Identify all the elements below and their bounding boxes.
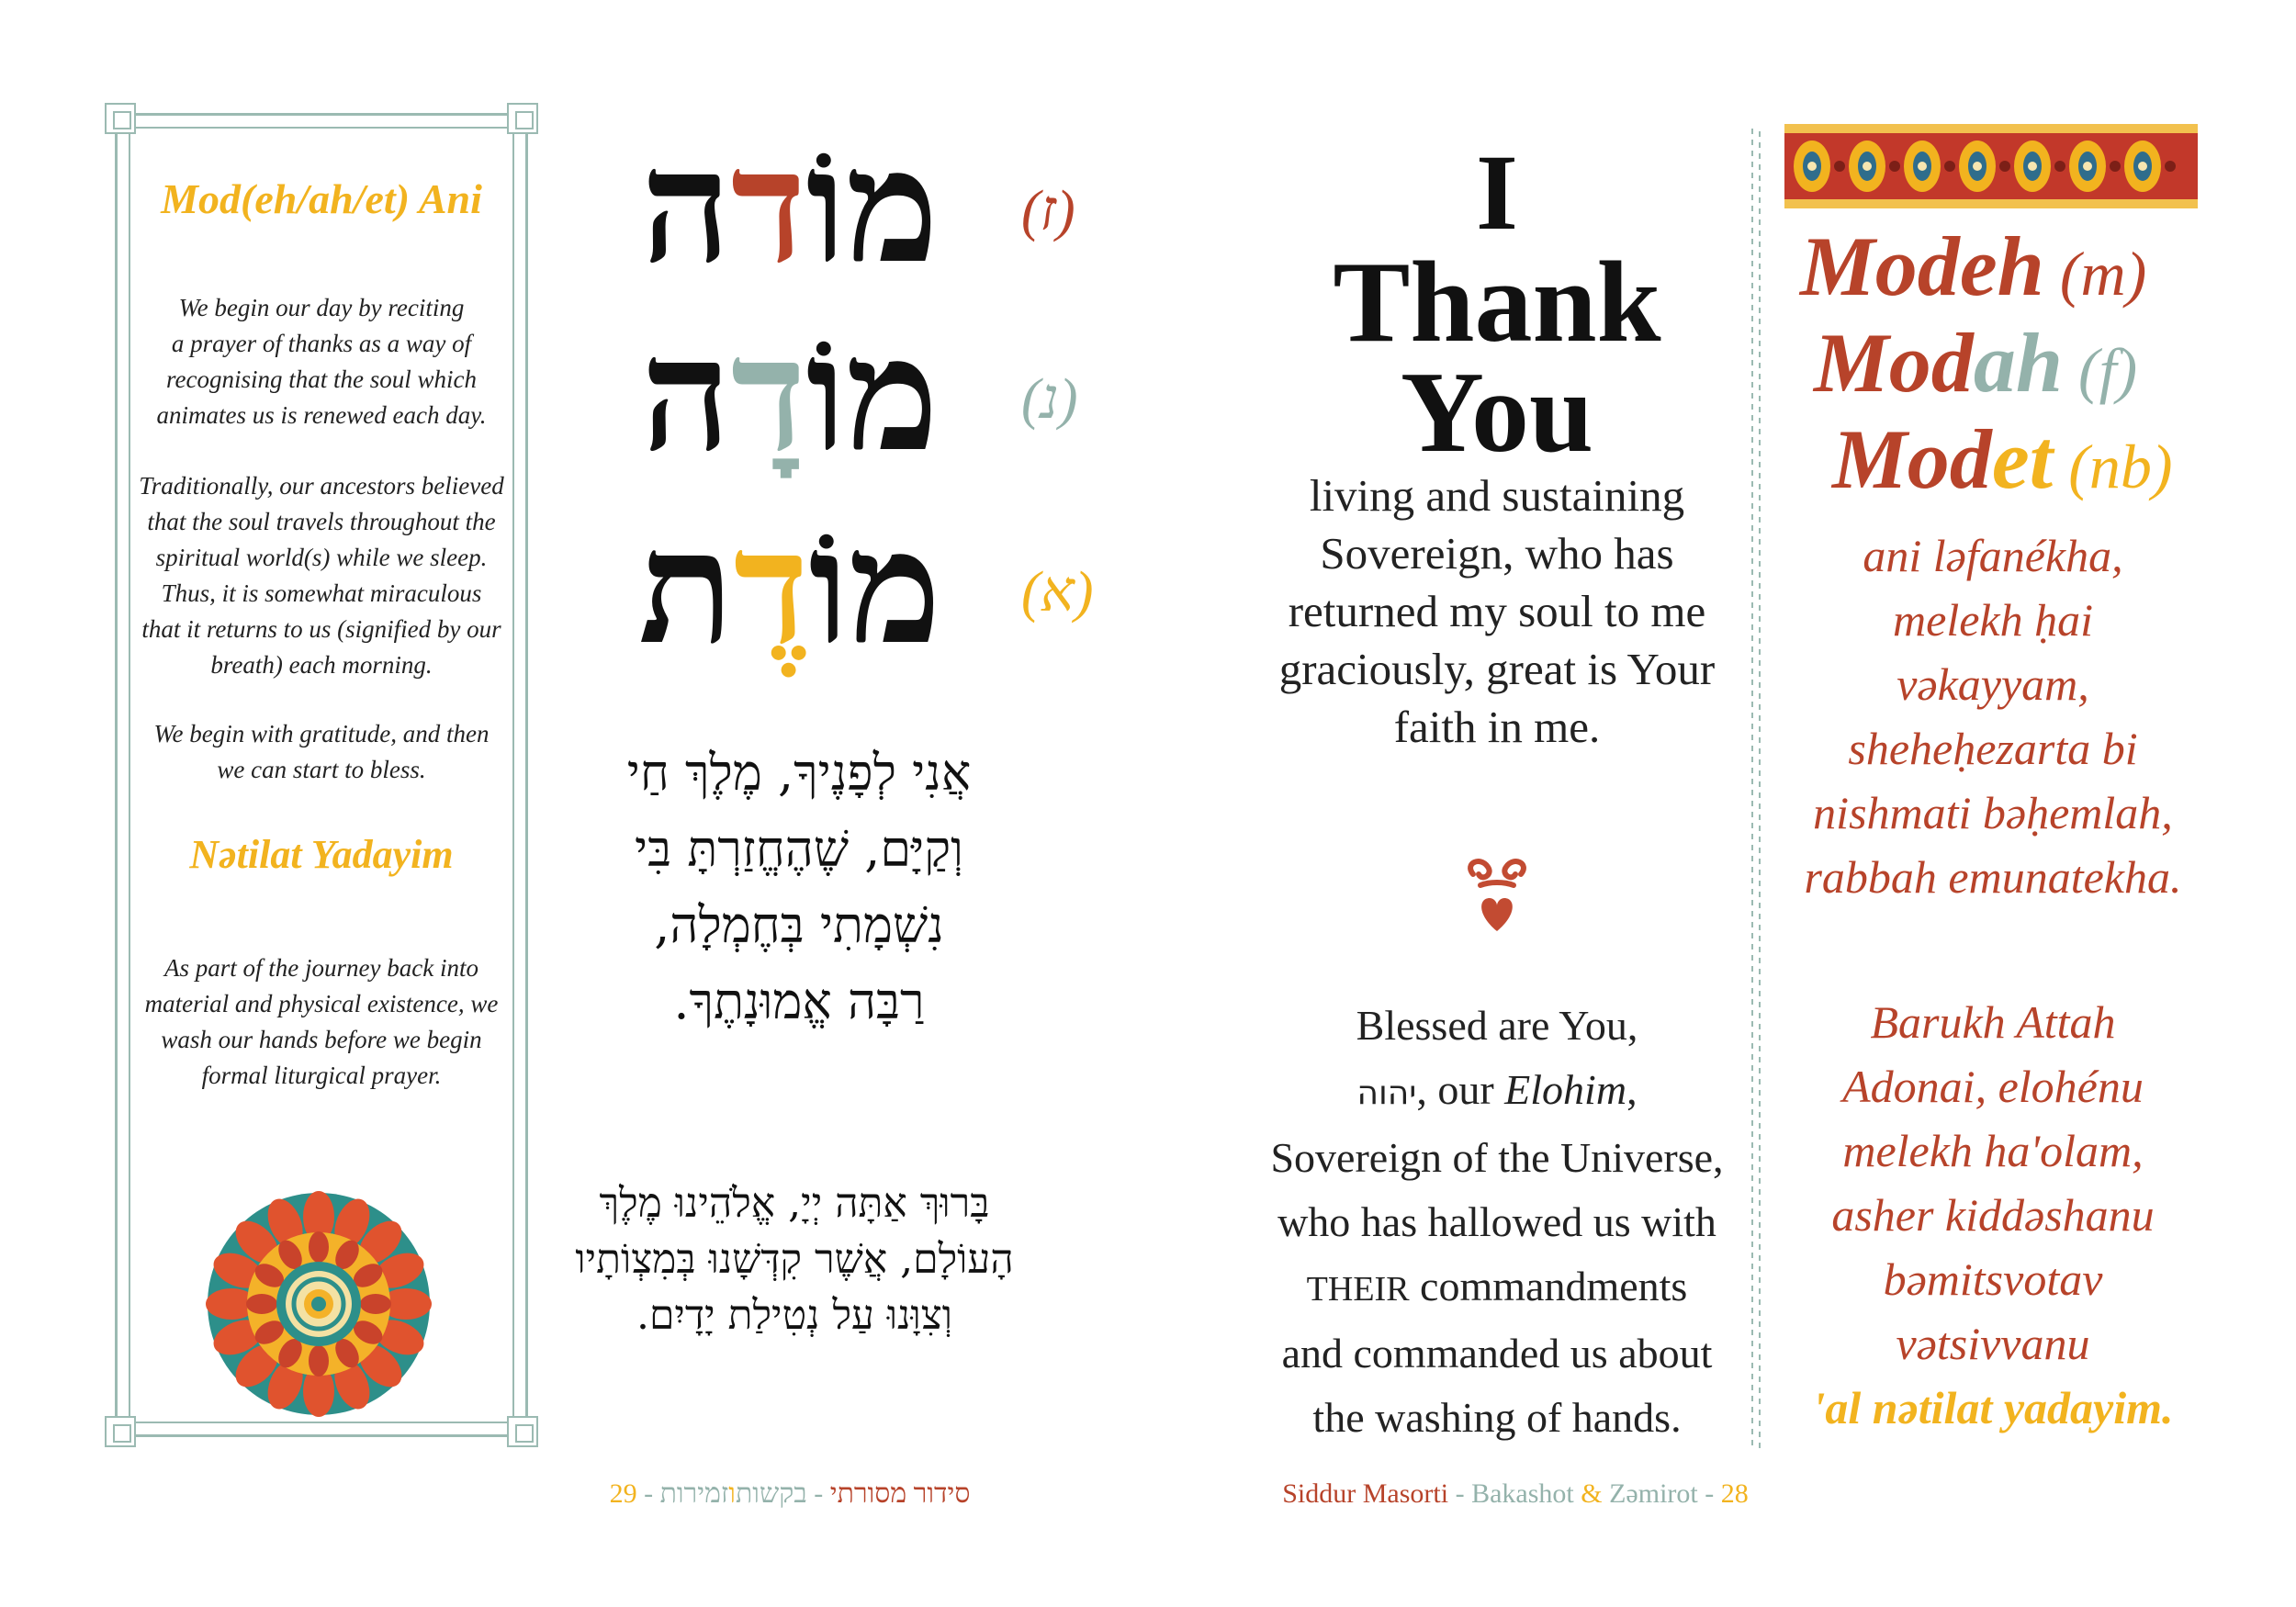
- panel-paragraph-4: As part of the journey back into material and physical existence, we wash our hands before we begin formal liturgical prayer.: [144, 954, 499, 1089]
- frame-corner-top-left: [105, 103, 136, 134]
- panel-title-netilat-yadayim: Nətilat Yadayim: [189, 832, 454, 877]
- english-blessing: [1244, 994, 1750, 1450]
- gender-label-nonbinary: (א): [1021, 561, 1094, 624]
- heading-i: I: [1476, 132, 1518, 253]
- decorative-pattern-banner: [1784, 124, 2198, 208]
- translit-blessing-last-line: 'al nətilat yadayim.: [1812, 1382, 2174, 1433]
- panel-paragraph-1: We begin our day by reciting a prayer of thanks as a way of recognising that the soul which animates us is renewed each day.: [156, 294, 487, 429]
- blessing-line-2: יהוה, our Elohim,: [1356, 1066, 1638, 1113]
- frame-corner-bottom-left: [105, 1416, 136, 1447]
- hebrew-modeh: מוֹדה: [641, 115, 939, 298]
- footer-english: Siddur Masorti - Bakashot & Zəmirot - 28: [1282, 1478, 1749, 1509]
- frame-corner-top-right: [507, 103, 538, 134]
- panel-title-modeh-ani: Mod(eh/ah/et) Ani: [161, 175, 482, 222]
- footer-hebrew: סידור מסורתי - בקשותוזמירות - 29: [609, 1478, 971, 1509]
- blessing-line-4: who has hallowed us with: [1277, 1198, 1716, 1245]
- translit-modah: Modah (f): [1814, 316, 2138, 410]
- heading-thank: Thank: [1333, 239, 1661, 366]
- gender-label-fem: (נ): [1021, 368, 1078, 431]
- vertical-divider: [1750, 129, 1762, 1451]
- hebrew-modeh-ani-prayer: אֲנִי לְפָנֶיךָ, מֶלֶךְ חַי וְקַיָּם, שֶׁהֶחֱזַרְתָּ בִּי נִשְׁמָתִי בְּחֶמְלָה, רַבָּה אֱמוּנָתֶךָ.: [626, 744, 972, 1030]
- translit-modeh: Modeh (m): [1800, 219, 2147, 313]
- blessing-line-3: Sovereign of the Universe,: [1270, 1134, 1724, 1181]
- english-translation: living and sustaining Sovereign, who has returned my soul to me graciously, great is Your faith in me.: [1278, 470, 1716, 752]
- frame-corner-bottom-right: [507, 1416, 538, 1447]
- panel-paragraph-2: Traditionally, our ancestors believed that the soul travels throughout the spiritual world(s) while we sleep. Thus, it is somewhat miraculous that it returns to us (signified by our breath) each morning.: [139, 472, 504, 679]
- blessing-line-6: and commanded us about: [1281, 1330, 1713, 1377]
- translit-modet: Modet (nb): [1832, 412, 2173, 506]
- translit-blessing: Barukh Attah Adonai, elohénu melekh ha'olam, asher kiddəshanu bəmitsvotav vətsivvanu: [1831, 996, 2155, 1369]
- heading-you: You: [1400, 349, 1594, 477]
- mandala-icon: [204, 1189, 433, 1419]
- hebrew-modet: מוֹדֶת: [638, 496, 941, 680]
- translit-prayer: ani ləfanékha, melekh ḥai vəkayyam, sheheḥezarta bi nishmati bəḥemlah, rabbah emunatekha.: [1804, 530, 2182, 903]
- hebrew-modah: מוֹדָה: [641, 303, 939, 487]
- blessing-line-1: Blessed are You,: [1356, 1002, 1638, 1049]
- gender-label-masc: (ז): [1021, 180, 1075, 242]
- heart-flourish-icon: [1460, 854, 1534, 932]
- hebrew-netilat-blessing: בָּרוּךְ אַתָּה יְיָ, אֱלֹהֵינוּ מֶלֶךְ הָעוֹלָם, אֲשֶׁר קִדְּשָׁנוּ בְּמִצְוֹתָיו וְצִוָּנוּ עַל נְטִילַת יָדָיִם.: [575, 1180, 1014, 1339]
- blessing-line-5: THEIR commandments: [1306, 1263, 1688, 1309]
- blessing-line-7: the washing of hands.: [1312, 1394, 1682, 1441]
- panel-paragraph-3: We begin with gratitude, and then we can start to bless.: [153, 720, 490, 783]
